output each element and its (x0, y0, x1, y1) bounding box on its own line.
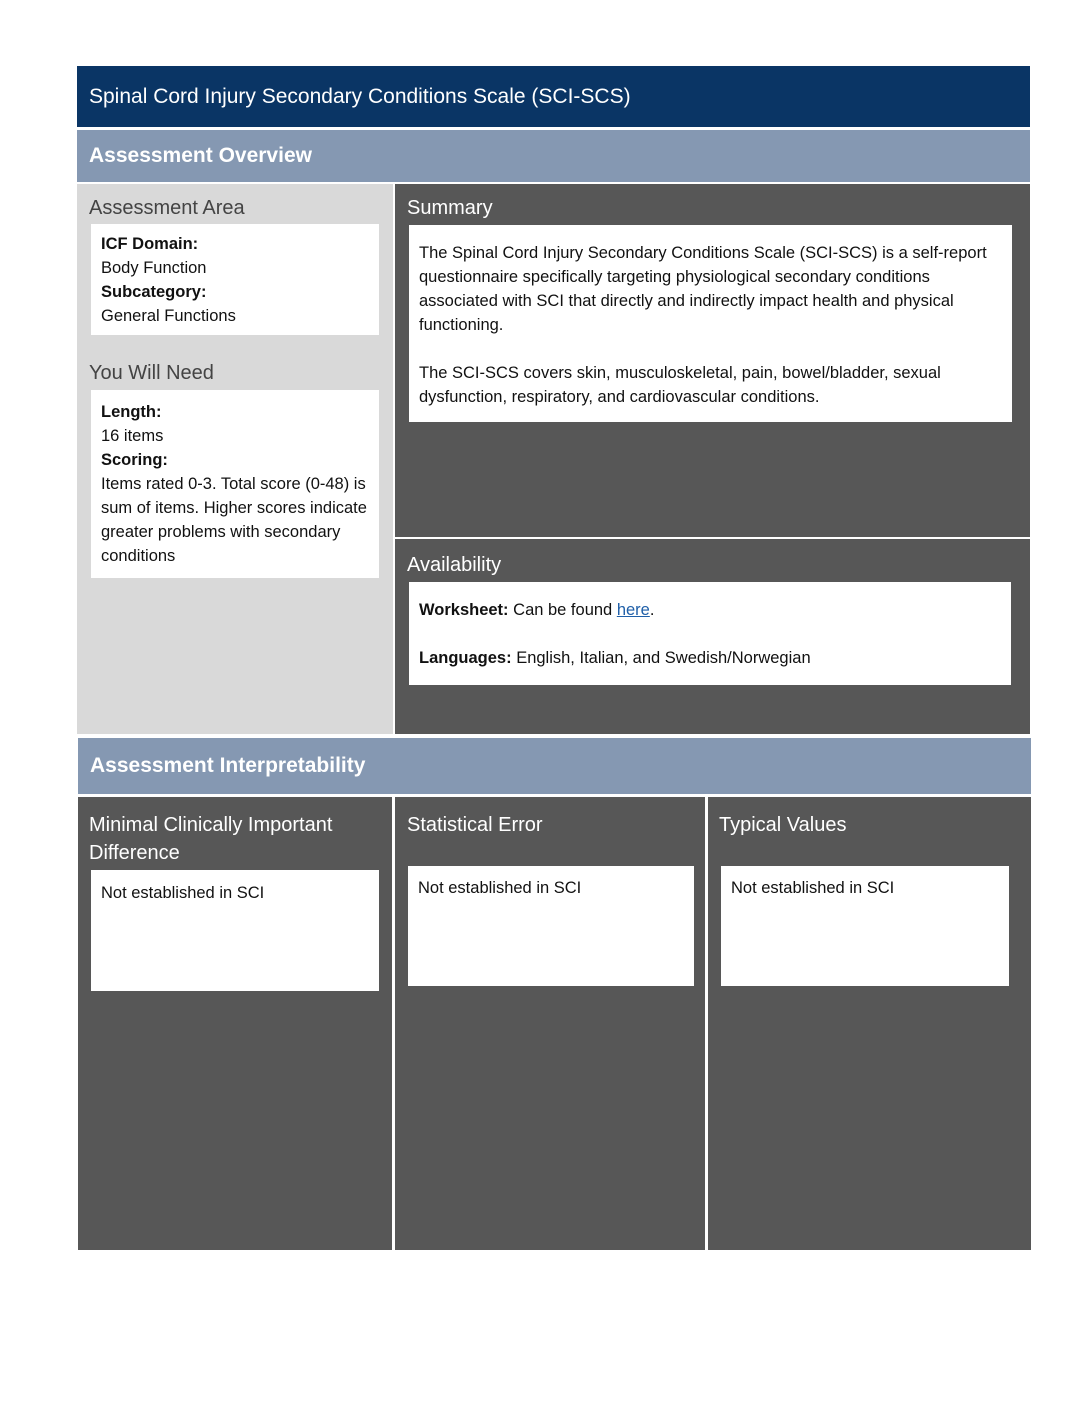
mcid-value: Not established in SCI (101, 884, 265, 902)
statistical-error-box (408, 866, 694, 986)
assessment-overview-heading: Assessment Overview (89, 144, 312, 167)
subcategory-value: General Functions (101, 307, 236, 325)
assessment-overview-header (77, 130, 1030, 182)
you-will-need-heading: You Will Need (89, 362, 214, 384)
length-label: Length: (101, 403, 162, 421)
statistical-error-panel (395, 797, 705, 1250)
availability-heading: Availability (407, 554, 502, 576)
summary-paragraph-1: The Spinal Cord Injury Secondary Conditions Scale (SCI-SCS) is a self-report questionnaire specifically targeting physiological secondary conditions associated with SCI that directly and indirectly impact health and physical functioning. (419, 244, 987, 334)
languages-label: Languages: (419, 649, 512, 667)
subcategory-label: Subcategory: (101, 283, 207, 301)
summary-box (409, 225, 1012, 422)
worksheet-period: . (649, 601, 655, 619)
icf-domain-label: ICF Domain: (101, 235, 199, 253)
availability-box (409, 582, 1011, 685)
assessment-area-box (91, 224, 379, 335)
worksheet-label: Worksheet: (419, 601, 509, 619)
assessment-interpretability-heading: Assessment Interpretability (90, 754, 366, 777)
languages-line (419, 646, 1001, 670)
languages-value: English, Italian, and Swedish/Norwegian (511, 649, 811, 667)
typical-values-panel (708, 797, 1031, 1250)
scoring-value: Items rated 0-3. Total score (0-48) is sum of items. Higher scores indicate greater problems with secondary conditions (101, 475, 367, 565)
page-title (77, 66, 1030, 127)
typical-values-value: Not established in SCI (731, 879, 895, 897)
assessment-interpretability-header (78, 738, 1031, 794)
statistical-error-value: Not established in SCI (418, 879, 582, 897)
typical-values-box (721, 866, 1009, 986)
statistical-error-heading: Statistical Error (407, 814, 543, 836)
length-value: 16 items (101, 427, 164, 445)
worksheet-line (419, 598, 1001, 622)
mcid-box (91, 870, 379, 991)
typical-values-heading: Typical Values (719, 814, 847, 836)
summary-paragraph-2: The SCI-SCS covers skin, musculoskeletal, pain, bowel/bladder, sexual dysfunction, respiratory, and cardiovascular conditions. (419, 364, 941, 406)
summary-heading: Summary (407, 197, 493, 219)
mcid-heading: Minimal Clinically Important Difference (89, 814, 333, 864)
assessment-area-heading: Assessment Area (89, 197, 245, 219)
page-title-text: Spinal Cord Injury Secondary Conditions Scale (SCI-SCS) (89, 84, 631, 108)
you-will-need-box (91, 390, 379, 578)
worksheet-text: Can be found (508, 601, 617, 619)
worksheet-link[interactable]: here (616, 601, 650, 619)
scoring-label: Scoring: (101, 451, 168, 469)
icf-domain-value: Body Function (101, 259, 207, 277)
